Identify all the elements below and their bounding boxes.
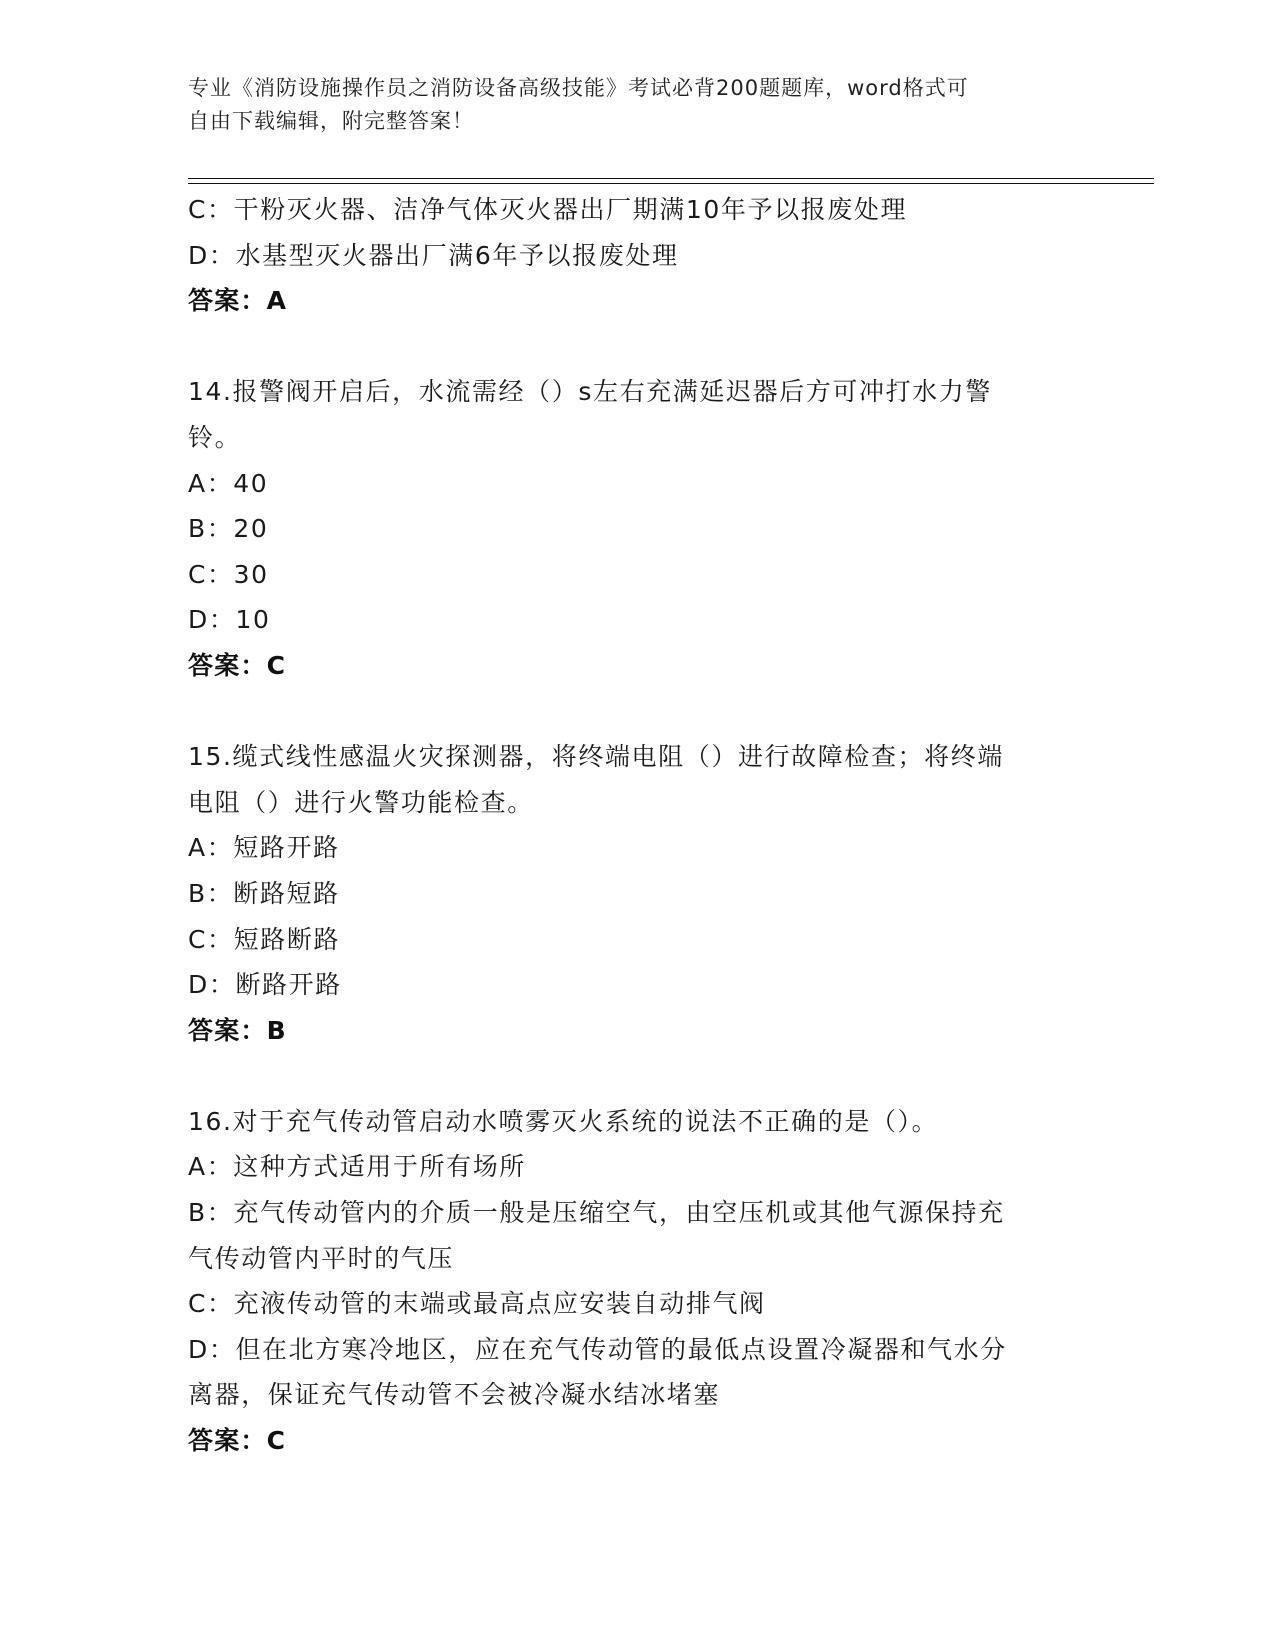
question-stem-continued: 铃。 — [188, 422, 242, 452]
question-spacer — [188, 1053, 1088, 1099]
option-c: C：充液传动管的末端或最高点应安装自动排气阀 — [188, 1289, 766, 1319]
option-b: B：断路短路 — [188, 878, 340, 908]
question-13-tail — [188, 187, 1088, 324]
option-c: C：30 — [188, 559, 269, 589]
option-d: D：10 — [188, 605, 271, 635]
question-spacer — [188, 689, 1088, 735]
header-divider-bottom — [188, 183, 1154, 184]
option-b: B：20 — [188, 514, 269, 544]
question-stem: 16.对于充气传动管启动水喷雾灭火系统的说法不正确的是（）。 — [188, 1106, 939, 1136]
header-title-line-2: 自由下载编辑，附完整答案！ — [188, 109, 474, 133]
question-stem: 15.缆式线性感温火灾探测器，将终端电阻（）进行故障检查；将终端 — [188, 742, 1004, 772]
option-b: B：充气传动管内的介质一般是压缩空气，由空压机或其他气源保持充 — [188, 1198, 1005, 1228]
option-d: D：但在北方寒冷地区，应在充气传动管的最低点设置冷凝器和气水分 — [188, 1334, 1007, 1364]
answer-label: 答案：A — [188, 286, 288, 316]
page-header — [188, 72, 1078, 138]
question-15 — [188, 734, 1088, 1053]
option-d: D：断路开路 — [188, 970, 342, 1000]
option-b-continued: 气传动管内平时的气压 — [188, 1243, 455, 1273]
question-16 — [188, 1099, 1088, 1464]
option-a: A：这种方式适用于所有场所 — [188, 1152, 526, 1182]
question-14 — [188, 369, 1088, 688]
header-title-line-1: 专业《消防设施操作员之消防设备高级技能》考试必背200题题库，word格式可 — [188, 76, 969, 100]
question-stem-continued: 电阻（）进行火警功能检查。 — [188, 787, 534, 817]
header-divider-top — [188, 178, 1154, 179]
option-a: A：40 — [188, 468, 269, 498]
option-d-continued: 离器，保证充气传动管不会被冷凝水结冰堵塞 — [188, 1380, 721, 1410]
question-spacer — [188, 324, 1088, 370]
option-c: C：短路断路 — [188, 924, 341, 954]
question-stem: 14.报警阀开启后，水流需经（）s左右充满延迟器后方可冲打水力警 — [188, 377, 992, 407]
answer-label: 答案：C — [188, 1426, 287, 1456]
answer-label: 答案：B — [188, 1015, 287, 1045]
option-a: A：短路开路 — [188, 833, 340, 863]
option-d: D：水基型灭火器出厂满6年予以报废处理 — [188, 240, 679, 270]
option-c: C：干粉灭火器、洁净气体灭火器出厂期满10年予以报废处理 — [188, 195, 908, 224]
question-list — [188, 187, 1088, 1464]
answer-label: 答案：C — [188, 650, 287, 680]
